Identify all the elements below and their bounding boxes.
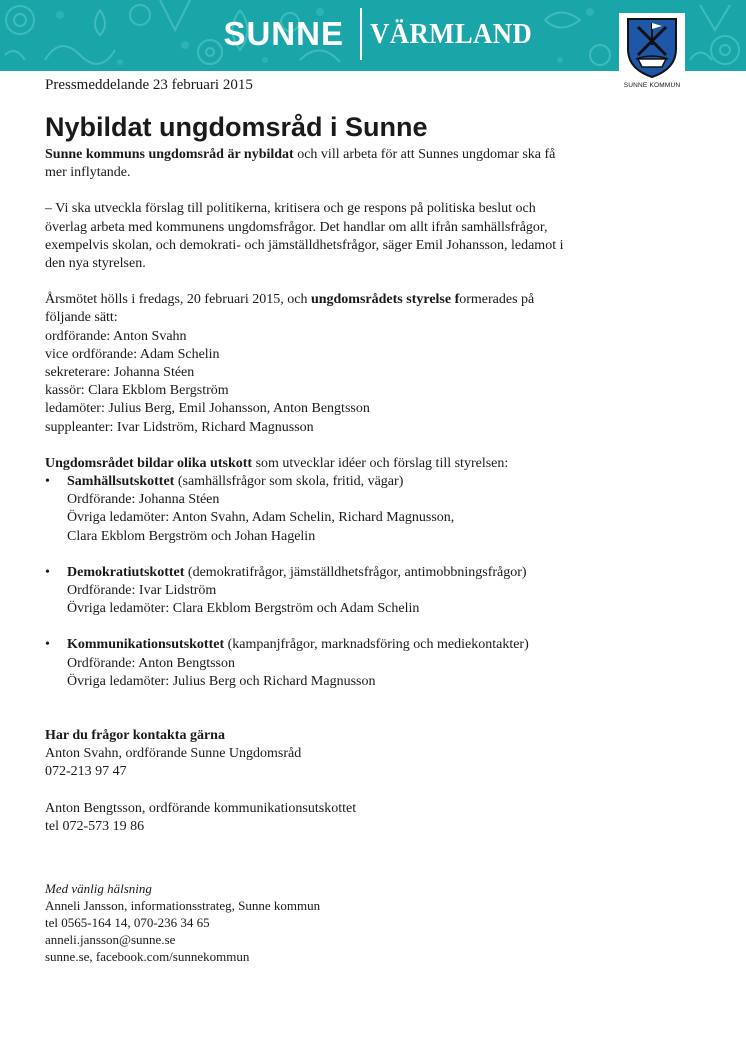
board-member: kassör: Clara Ekblom Bergström <box>45 383 229 399</box>
signoff <box>45 880 320 965</box>
intro-paragraph <box>45 146 575 182</box>
brand-sunne: SUNNE <box>223 15 344 52</box>
page-title: Nybildat ungdomsråd i Sunne <box>45 112 428 142</box>
committee-name: Kommunikationsutskottet <box>67 637 225 653</box>
board-member: ledamöter: Julius Berg, Emil Johansson, Anton Bengtsson <box>45 401 370 417</box>
board-lead-pre: Årsmötet hölls i fredags, 20 februari 2015, och <box>45 292 311 308</box>
contact-heading-text: Har du frågor kontakta gärna <box>45 728 225 744</box>
committees-intro <box>45 455 575 473</box>
signoff-email[interactable]: anneli.jansson@sunne.se <box>45 932 176 947</box>
signoff-web[interactable]: sunne.se, facebook.com/sunnekommun <box>45 949 250 964</box>
greeting: Med vänlig hälsning <box>45 881 152 896</box>
committee-line: Övriga ledamöter: Julius Berg och Richard Magnusson <box>67 673 376 689</box>
committee-name: Samhällsutskottet <box>67 474 175 490</box>
intro-rest: och vill arbeta för att Sunnes ungdomar ska få mer inflytande. <box>45 147 556 181</box>
committee-line: Clara Ekblom Bergström och Johan Hagelin <box>67 528 316 544</box>
committee-item <box>45 636 575 691</box>
committees-intro-rest: som utvecklar idéer och förslag till styrelsen: <box>252 455 509 471</box>
committee-list <box>45 473 575 691</box>
committee-line: Övriga ledamöter: Clara Ekblom Bergström och Adam Schelin <box>67 601 420 617</box>
committee-name: Demokratiutskottet <box>67 564 185 580</box>
contact-person-1: Anton Svahn, ordförande Sunne Ungdomsråd <box>45 746 302 762</box>
contact-heading <box>45 727 575 745</box>
committee-item <box>45 564 575 619</box>
bullet-icon: • <box>45 637 50 653</box>
board-lead-post: ormerades på följande sätt: <box>45 292 535 326</box>
bullet-icon: • <box>45 474 50 490</box>
signoff-phone: tel 0565-164 14, 070-236 34 65 <box>45 915 210 930</box>
committee-line: Ordförande: Johanna Stéen <box>67 492 220 508</box>
committee-desc: (samhällsfrågor som skola, fritid, vägar) <box>174 474 404 490</box>
committee-line: Övriga ledamöter: Anton Svahn, Adam Schelin, Richard Magnusson, <box>67 510 455 526</box>
article-body <box>45 146 575 836</box>
contact-person-2: Anton Bengtsson, ordförande kommunikationsutskottet <box>45 800 357 816</box>
committee-desc: (demokratifrågor, jämställdhetsfrågor, antimobbningsfrågor) <box>184 564 527 580</box>
press-release-date: Pressmeddelande 23 februari 2015 <box>45 77 253 93</box>
contact-phone-1: 072-213 97 47 <box>45 764 127 780</box>
board-member: suppleanter: Ivar Lidström, Richard Magnusson <box>45 419 314 435</box>
crest-label: SUNNE KOMMUN <box>623 82 681 89</box>
bullet-icon: • <box>45 564 50 580</box>
brand-varmland: VÄRMLAND <box>370 18 533 50</box>
board-lead <box>45 291 575 327</box>
coat-of-arms-icon <box>624 15 680 79</box>
committees-intro-bold: Ungdomsrådet bildar olika utskott <box>45 455 253 471</box>
committee-line: Ordförande: Anton Bengtsson <box>67 655 235 671</box>
board-member: vice ordförande: Adam Schelin <box>45 346 220 362</box>
committee-item <box>45 473 575 546</box>
committee-line: Ordförande: Ivar Lidström <box>67 583 217 599</box>
board-member: sekreterare: Johanna Stéen <box>45 365 195 381</box>
signoff-name: Anneli Jansson, informationsstrateg, Sunne kommun <box>45 898 321 913</box>
contact-phone-2: tel 072-573 19 86 <box>45 818 145 834</box>
committee-desc: (kampanjfrågor, marknadsföring och mediekontakter) <box>224 637 529 653</box>
board-lead-bold: ungdomsrådets styrelse f <box>310 292 460 308</box>
board-member: ordförande: Anton Svahn <box>45 328 187 344</box>
quote-paragraph: – Vi ska utveckla förslag till politikerna, kritisera och ge respons på politiska beslut och överlag arbeta med kommunens ungdomsfrågor. Det handlar om allt ifrån samhällsfrågor, exempelvis skolan, och demokrati- och jämställdhetsfrågor, säger Emil Johansson, ledamot i den nya styrelsen. <box>45 201 564 272</box>
intro-bold: Sunne kommuns ungdomsråd är nybildat <box>45 147 294 162</box>
municipal-crest <box>619 13 685 93</box>
brand-separator <box>360 8 362 60</box>
